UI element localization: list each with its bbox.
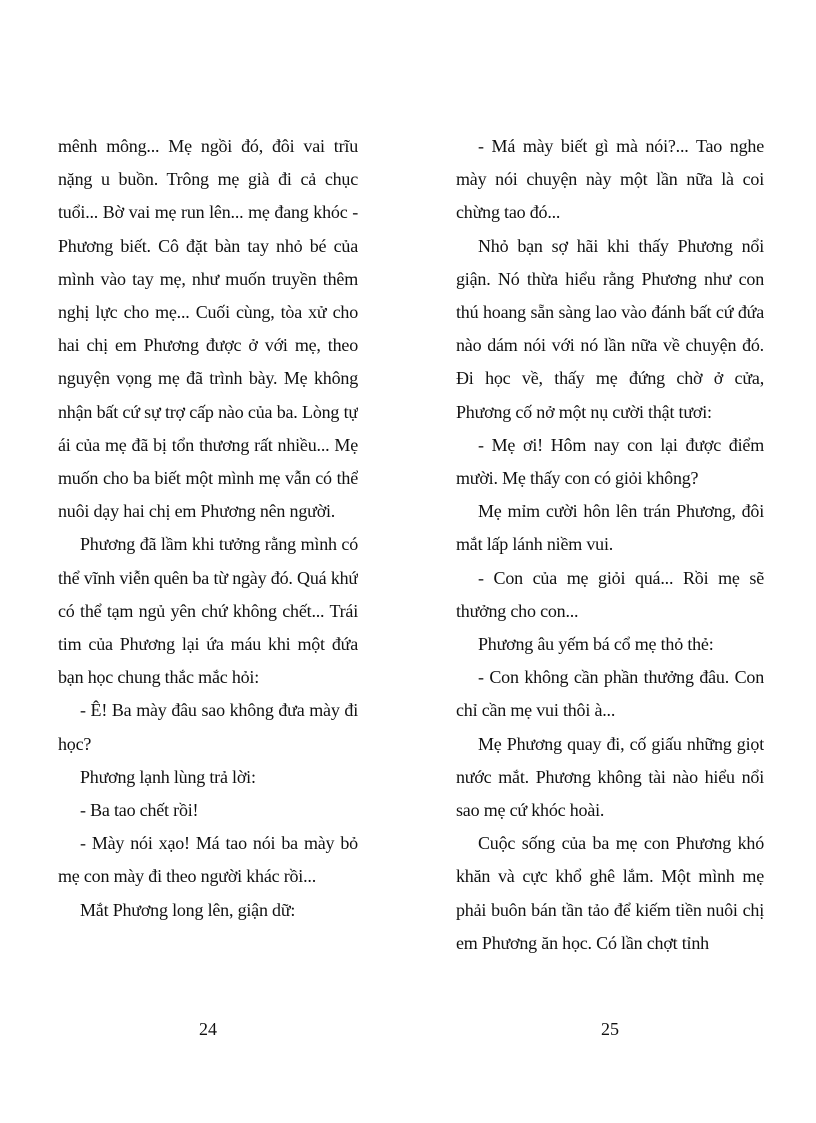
paragraph: Phương lạnh lùng trả lời: [80, 766, 256, 787]
right-page-text [456, 130, 764, 960]
paragraph: - Má mày biết gì mà nói?... Tao nghe mày nói chuyện này một lần nữa là coi chừng tao đó... [456, 136, 764, 223]
left-page-text [58, 130, 358, 927]
left-page-column [58, 130, 358, 985]
paragraph: Cuộc sống của ba mẹ con Phương khó khăn và cực khổ ghê lắm. Một mình mẹ phải buôn bán tần tảo để kiếm tiền nuôi chị em Phương ăn học. Có lần chợt tỉnh [456, 833, 764, 953]
right-page-number: 25 [601, 1019, 619, 1039]
paragraph: Mẹ mỉm cười hôn lên trán Phương, đôi mắt lấp lánh niềm vui. [456, 501, 764, 555]
paragraph: Phương đã lầm khi tưởng rằng mình có thể vĩnh viễn quên ba từ ngày đó. Quá khứ có thể tạm ngủ yên chứ không chết... Trái tim của Phương lại ứa máu khi một đứa bạn học chung thắc mắc hỏi: [58, 534, 358, 688]
right-page-column [456, 130, 764, 985]
paragraph: - Mày nói xạo! Má tao nói ba mày bỏ mẹ con mày đi theo người khác rồi... [58, 833, 358, 887]
paragraph: Phương âu yếm bá cổ mẹ thỏ thẻ: [478, 634, 714, 655]
paragraph: Mẹ Phương quay đi, cố giấu những giọt nước mắt. Phương không tài nào hiểu nổi sao mẹ cứ khóc hoài. [456, 733, 764, 821]
paragraph: Mắt Phương long lên, giận dữ: [80, 899, 296, 920]
paragraph: Nhỏ bạn sợ hãi khi thấy Phương nổi giận. Nó thừa hiểu rằng Phương như con thú hoang sẵn sàng lao vào đánh bất cứ đứa nào dám nói với nó lần nữa về chuyện đó. Đi học về, thấy mẹ đứng chờ ở cửa, Phương cố nở một nụ cười thật tươi: [456, 235, 764, 422]
paragraph: - Ê! Ba mày đâu sao không đưa mày đi học? [58, 700, 358, 754]
paragraph: - Con của mẹ giỏi quá... Rồi mẹ sẽ thưởng cho con... [456, 567, 764, 621]
paragraph: - Mẹ ơi! Hôm nay con lại được điểm mười. Mẹ thấy con có giỏi không? [456, 434, 764, 489]
left-page-number: 24 [199, 1019, 217, 1039]
paragraph: - Ba tao chết rồi! [80, 800, 199, 821]
paragraph: mênh mông... Mẹ ngồi đó, đôi vai trĩu nặng u buồn. Trông mẹ già đi cả chục tuổi... Bờ vai mẹ run lên... mẹ đang khóc - Phương biết. Cô đặt bàn tay nhỏ bé của mình vào tay mẹ, như muốn truyền thêm nghị lực cho mẹ... Cuối cùng, tòa xử cho hai chị em Phương được ở với mẹ, theo nguyện vọng mẹ đã trình bày. Mẹ không nhận bất cứ sự trợ cấp nào của ba. Lòng tự ái của mẹ đã bị tổn thương rất nhiều... Mẹ muốn cho ba biết một mình mẹ vẫn có thể nuôi dạy hai chị em Phương nên người. [58, 136, 358, 522]
paragraph: - Con không cần phần thưởng đâu. Con chỉ cần mẹ vui thôi à... [456, 667, 764, 721]
